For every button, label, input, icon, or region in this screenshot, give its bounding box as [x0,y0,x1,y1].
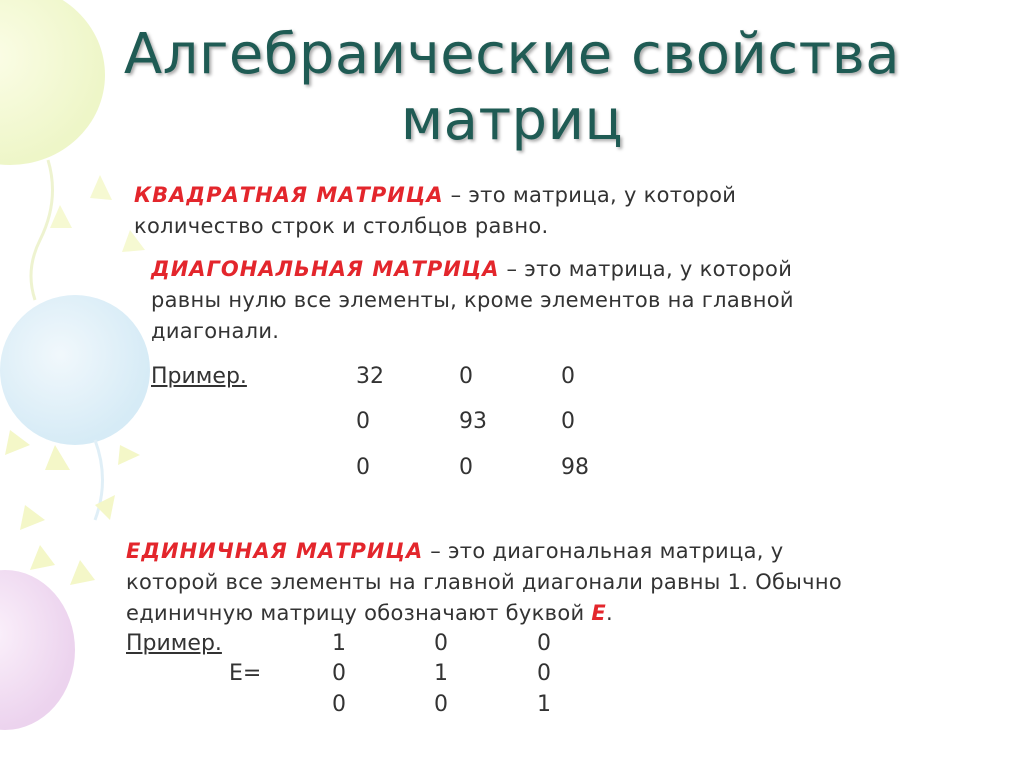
diagonal-line-2: равны нулю все элементы, кроме элементов на главной [151,288,794,312]
identity-matrix-definition [126,536,842,629]
diagonal-line-1-text: – это матрица, у которой [499,257,793,281]
identity-e-label: Е= [229,661,262,686]
matrix-cell: 0 [537,661,551,686]
diagonal-matrix-definition [151,254,794,347]
matrix-cell: 0 [561,409,575,434]
matrix-cell: 0 [459,455,473,480]
square-line-1 [134,180,736,211]
identity-matrix-term: ЕДИНИЧНАЯ МАТРИЦА [126,539,424,563]
identity-line-3 [126,598,842,629]
matrix-cell: 0 [459,364,473,389]
square-matrix-term: КВАДРАТНАЯ МАТРИЦА [134,183,444,207]
title-line-2: матриц [400,88,624,153]
identity-example-label: Пример. [126,631,222,656]
title-line-1: Алгебраические свойства [123,22,901,87]
square-matrix-definition [134,180,736,242]
square-line-2: количество строк и столбцов равно. [134,214,549,238]
identity-line-1-text: – это диагональная матрица, у [423,539,784,563]
matrix-cell: 1 [434,661,448,686]
diagonal-line-1 [151,254,794,285]
diagonal-example-label: Пример. [151,364,247,389]
matrix-cell: 0 [332,661,346,686]
identity-line-3-text: единичную матрицу обозначают буквой [126,601,592,625]
identity-line-1 [126,536,842,567]
matrix-cell: 0 [356,455,370,480]
matrix-cell: 0 [537,631,551,656]
matrix-cell: 1 [332,631,346,656]
identity-letter: Е [591,601,607,625]
matrix-cell: 1 [537,692,551,717]
diagonal-matrix-term: ДИАГОНАЛЬНАЯ МАТРИЦА [151,257,500,281]
matrix-cell: 0 [561,364,575,389]
matrix-cell: 98 [561,455,589,480]
identity-line-3-end: . [606,601,614,625]
matrix-cell: 0 [434,692,448,717]
identity-line-2: которой все элементы на главной диагонали равны 1. Обычно [126,570,843,594]
diagonal-line-3: диагонали. [151,319,280,343]
square-line-1-text: – это матрица, у которой [443,183,737,207]
matrix-cell: 32 [356,364,384,389]
matrix-cell: 0 [332,692,346,717]
matrix-cell: 0 [434,631,448,656]
matrix-cell: 0 [356,409,370,434]
slide-title [0,22,1024,154]
matrix-cell: 93 [459,409,487,434]
